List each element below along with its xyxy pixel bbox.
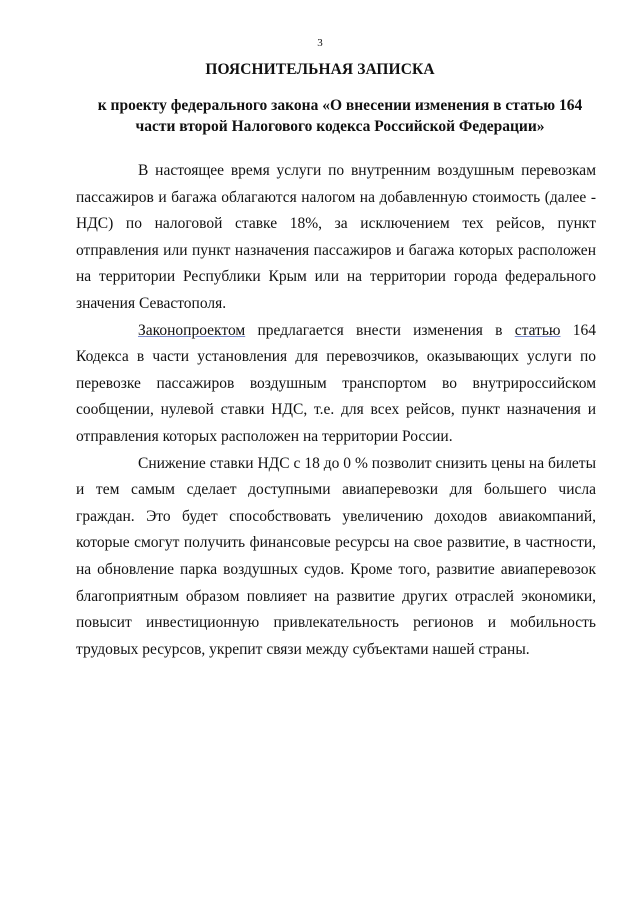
link-zakonoproekt[interactable]: Законопроектом [138, 321, 246, 339]
subtitle-line: к проекту федерального закона «О внесении изменения в статью 164 [97, 97, 583, 114]
paragraph-3: Снижение ставки НДС с 18 до 0 % позволит снизить цены на билеты и тем самым сделает доступными авиаперевозки для большего числа граждан. Это будет способствовать увеличению доходов авиакомпаний, которые смогут получить финансовые ресурсы на свое развитие, в частности, на обновление парка воздушных судов. Кроме того, развитие авиаперевозок благоприятным образом повлияет на развитие других отраслей экономики, повысит инвестиционную привлекательность регионов и мобильность трудовых ресурсов, укрепит связи между субъектами нашей страны. [76, 454, 596, 658]
paragraph-2-text-a: предлагается внести изменения в [245, 321, 515, 339]
page-number: 3 [317, 37, 323, 49]
document-subtitle [60, 95, 620, 137]
document-body [76, 158, 596, 663]
document-title: ПОЯСНИТЕЛЬНАЯ ЗАПИСКА [205, 61, 435, 78]
paragraph-2 [76, 318, 596, 451]
paragraph-2-text-b: 164 Кодекса в части установления для перевозчиков, оказывающих услуги по перевозке пассажиров воздушным транспортом во внутрироссийском сообщении, нулевой ставки НДС, т.е. для всех рейсов, пункт назначения и отправления которых расположен на территории России. [76, 321, 596, 445]
paragraph-1: В настоящее время услуги по внутренним воздушным перевозкам пассажиров и багажа облагаются налогом на добавленную стоимость (далее - НДС) по налоговой ставке 18%, за исключением тех рейсов, пункт отправления или пункт назначения пассажиров и багажа которых расположен на территории Республики Крым или на территории города федерального значения Севастополя. [76, 162, 596, 312]
subtitle-line: части второй Налогового кодекса Российской Федерации» [135, 118, 545, 135]
link-statyu[interactable]: статью [514, 321, 561, 339]
